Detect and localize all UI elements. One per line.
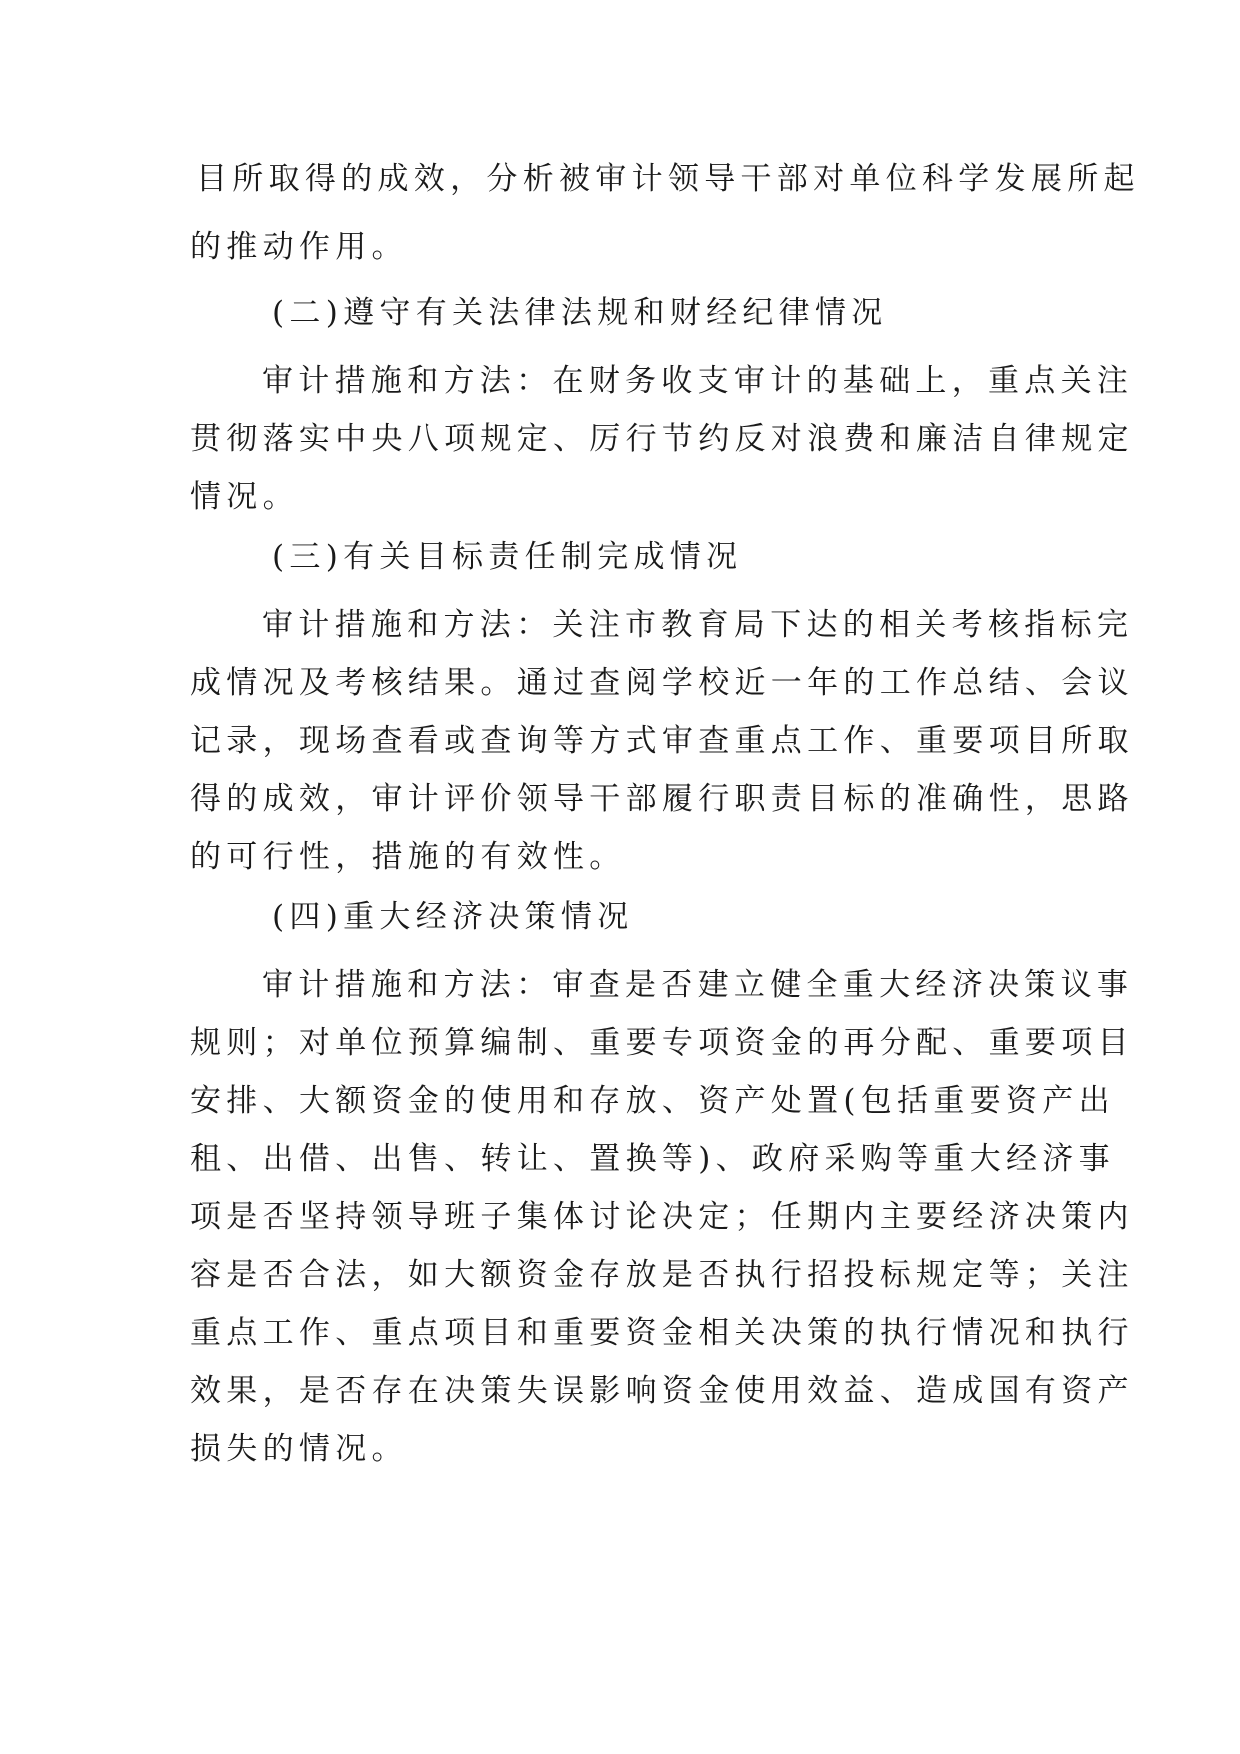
paragraph-line: 项是否坚持领导班子集体讨论决定；任期内主要经济决策内	[190, 1199, 1134, 1235]
paragraph-line: 审计措施和方法：关注市教育局下达的相关考核指标完	[262, 607, 1134, 643]
paragraph-line: 重点工作、重点项目和重要资金相关决策的执行情况和执行	[190, 1315, 1134, 1351]
paragraph-line: 目所取得的成效，分析被审计领导干部对单位科学发展所起	[196, 161, 1140, 197]
paragraph-line: 安排、大额资金的使用和存放、资产处置(包括重要资产出	[190, 1083, 1115, 1119]
paragraph-line: 记录，现场查看或查询等方式审查重点工作、重要项目所取	[190, 723, 1134, 759]
paragraph-line: 成情况及考核结果。通过查阅学校近一年的工作总结、会议	[190, 665, 1134, 701]
paragraph-line: 租、出借、出售、转让、置换等)、政府采购等重大经济事	[190, 1141, 1115, 1177]
paragraph-line: 得的成效，审计评价领导干部履行职责目标的准确性，思路	[190, 781, 1134, 817]
paragraph-line: 审计措施和方法：审查是否建立健全重大经济决策议事	[262, 967, 1134, 1003]
paragraph-line: 情况。	[190, 479, 299, 515]
paragraph-line: 损失的情况。	[190, 1431, 408, 1467]
paragraph-line: 效果，是否存在决策失误影响资金使用效益、造成国有资产	[190, 1373, 1134, 1409]
paragraph-line: 容是否合法，如大额资金存放是否执行招投标规定等；关注	[190, 1257, 1134, 1293]
paragraph-line: 审计措施和方法：在财务收支审计的基础上，重点关注	[262, 363, 1134, 399]
paragraph-line: 的可行性，措施的有效性。	[190, 839, 626, 875]
section-heading-4: (四)重大经济决策情况	[272, 899, 634, 935]
paragraph-line: 贯彻落实中央八项规定、厉行节约反对浪费和廉洁自律规定	[190, 421, 1134, 457]
paragraph-line: 规则；对单位预算编制、重要专项资金的再分配、重要项目	[190, 1025, 1134, 1061]
section-heading-2: (二)遵守有关法律法规和财经纪律情况	[272, 295, 888, 331]
paragraph-line: 的推动作用。	[190, 229, 408, 265]
document-body	[190, 150, 1140, 1478]
section-heading-3: (三)有关目标责任制完成情况	[272, 539, 743, 575]
